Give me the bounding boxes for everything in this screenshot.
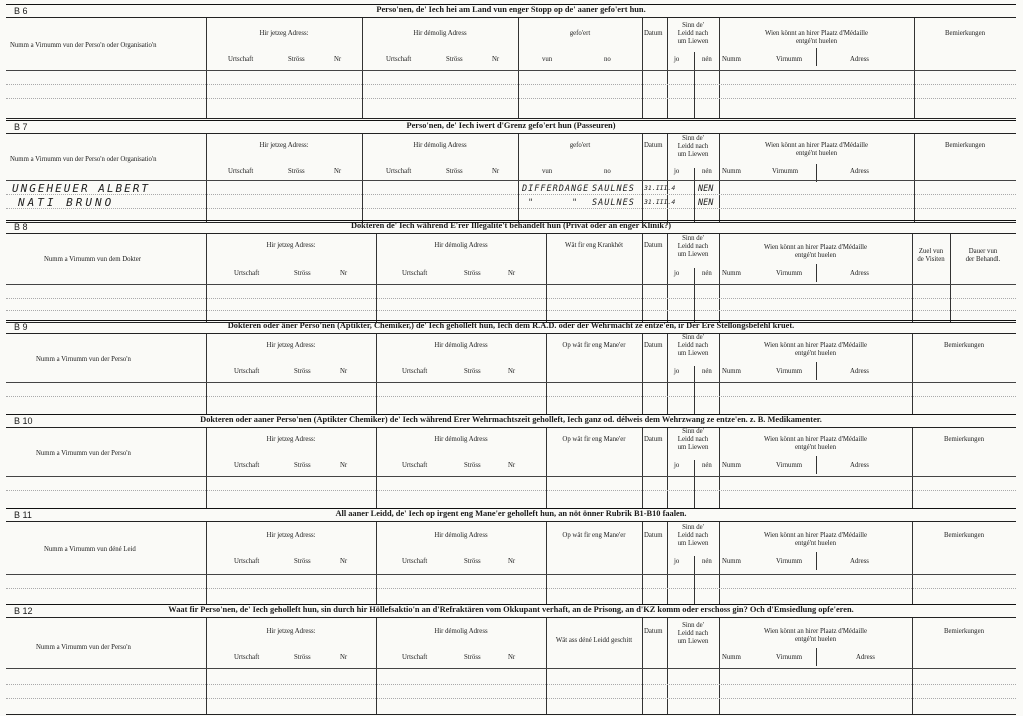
handwritten-name: UNGEHEUER ALBERT	[12, 182, 150, 195]
section-b7	[6, 120, 1016, 221]
section-code: B 7	[14, 122, 28, 132]
handwritten-ditto: "	[572, 198, 578, 208]
handwritten-to: SAULNES	[592, 198, 635, 208]
col-name: Numm a Virnumm vun dem Dokter	[44, 256, 142, 263]
section-code: B 12	[14, 606, 33, 616]
section-b6	[6, 4, 1016, 121]
form-table: Numm a Virnumm vun der Perso'n Hir jetzeg Adress: Urtschaft Ströss Nr Hir démolig Adress Urtschaft Ströss Nr Op wät fir eng Mane'er Datum Sinn de' Leidd nach um Liewen jo nén Wien könnt an hirer Plaatz d'Médaille entgé'nt huelen Numm Virnumm Adress Bemierkungen	[6, 427, 1016, 509]
section-b9	[6, 320, 1016, 415]
col-name: Numm a Virnumm vun der Perso'n	[36, 450, 131, 457]
col-name: Numm a Virnumm vun der Perso'n oder Organisatio'n	[10, 42, 157, 49]
section-title: Perso'nen, de' Iech hei am Land vun enger Stopp op de' aaner gefo'ert hun.	[376, 5, 646, 14]
form-table: Numm a Virnumm vun der Perso'n oder Organisatio'n Hir jetzeg Adress: Urtschaft Ströss Nr Hir démolig Adress Urtschaft Ströss Nr gefo'ert vun no Datum Sinn de' Leidd nach um Liewen jo nén Wien könnt an hirer Plaatz d'Médaille entgé'nt huelen Numm Virnumm Adress Bemierkungen	[6, 17, 1016, 119]
handwritten-date: 31.III.4	[644, 184, 676, 192]
section-b10	[6, 414, 1016, 509]
handwritten-to: SAULNES	[592, 184, 635, 194]
handwritten-from: "	[528, 198, 534, 208]
handwritten-name: NATI BRUNO	[18, 196, 115, 209]
section-code: B 11	[14, 510, 32, 520]
section-title: Dokteren oder äner Perso'nen (Aptikter, Chemiker,) de' Iech geholleft hun, Iech dem R.A.D. oder der Wehrmacht ze entze'en, ir Der Ere Stellongsbefehl kruet.	[227, 321, 795, 330]
col-name: Numm a Virnumm vun der Perso'n	[36, 644, 131, 651]
section-b12	[6, 604, 1016, 715]
section-b11	[6, 508, 1016, 605]
handwritten-alive: NEN	[698, 198, 714, 208]
section-code: B 6	[14, 6, 28, 16]
handwritten-alive: NEN	[698, 184, 714, 194]
section-title: All aaner Leidd, de' Iech op irgent eng Mane'er geholleft hun, an nöt önner Rubrik B1-B10 faalen.	[335, 509, 687, 518]
section-code: B 10	[14, 416, 33, 426]
section-b8	[6, 220, 1016, 321]
col-name: Numm a Virnumm vun déné Leid	[44, 546, 136, 553]
form-table: Numm a Virnumm vun déné Leid Hir jetzeg Adress: Urtschaft Ströss Nr Hir démolig Adress Urtschaft Ströss Nr Op wät fir eng Mane'er Datum Sinn de' Leidd nach um Liewen jo nén Wien könnt an hirer Plaatz d'Médaille entgé'nt huelen Numm Virnumm Adress Bemierkungen	[6, 521, 1016, 605]
handwritten-date: 31.III.4	[644, 198, 676, 206]
col-name: Numm a Virnumm vun der Perso'n	[36, 356, 131, 363]
section-title: Waat fir Perso'nen, de' Iech geholleft hun, sin durch hir Höllefsaktio'n an d'Refraktären vom Okkupant verhaft, an de Prisong, an d'KZ komm oder erschoss gin? Och d'Emsiedlung opfe'eren.	[168, 605, 854, 614]
form-table: Numm a Virnumm vun der Perso'n Hir jetzeg Adress: Urtschaft Ströss Nr Hir démolig Adress Urtschaft Ströss Nr Op wät fir eng Mane'er Datum Sinn de' Leidd nach um Liewen jo nén Wien könnt an hirer Plaatz d'Médaille entgé'nt huelen Numm Virnumm Adress Bemierkungen	[6, 333, 1016, 415]
section-title: Dokteren de' Iech während E'rer Illegalite't behandelt hun (Privat oder an enger Klinik?)	[350, 221, 672, 230]
form-table: Numm a Virnumm vun der Perso'n oder Organisatio'n Hir jetzeg Adress: Urtschaft Ströss Nr Hir démolig Adress Urtschaft Ströss Nr gefo'ert vun no Datum Sinn de' Leidd nach um Liewen jo nén Wien könnt an hirer Plaatz d'Médaille entgé'nt huelen Numm Virnumm Adress Bemierkungen UNGEHEUER ALBERT NATI BRUNO DIFFERDANGE SAULNES " " SAULNES 31.III.4 31.III.4 NEN NEN	[6, 133, 1016, 223]
form-table: Numm a Virnumm vun der Perso'n Hir jetzeg Adress: Urtschaft Ströss Nr Hir démolig Adress Urtschaft Ströss Nr Wät ass déné Leidd geschitt Datum Sinn de' Leidd nach um Liewen Wien könnt an hirer Plaatz d'Médaille entgé'nt huelen Numm Virnumm Adress Bemierkungen	[6, 617, 1016, 715]
col-name: Numm a Virnumm vun der Perso'n oder Organisatio'n	[10, 156, 157, 163]
form-table: Numm a Virnumm vun dem Dokter Hir jetzeg Adress: Urtschaft Ströss Nr Hir démolig Adress Urtschaft Ströss Nr Wät fir eng Krankhét Datum Sinn de' Leidd nach um Liewen jo nén Wien könnt an hirer Plaatz d'Médaille entgé'nt huelen Numm Virnumm Adress Zuel vun de Visiten Dauer vun der Behandl.	[6, 233, 1016, 323]
handwritten-from: DIFFERDANGE	[522, 184, 590, 194]
section-code: B 9	[14, 322, 28, 332]
section-code: B 8	[14, 222, 28, 232]
section-title: Dokteren oder aaner Perso'nen (Aptikter Chemiker) de' Iech während Erer Wehrmachtszeit geholleft, Iech ganz od. délweis dem Wehrzwang ze entze'en. z. B. Medikamenter.	[200, 415, 822, 424]
section-title: Perso'nen, de' Iech iwert d'Grenz gefo'ert hun (Passeuren)	[406, 121, 616, 130]
